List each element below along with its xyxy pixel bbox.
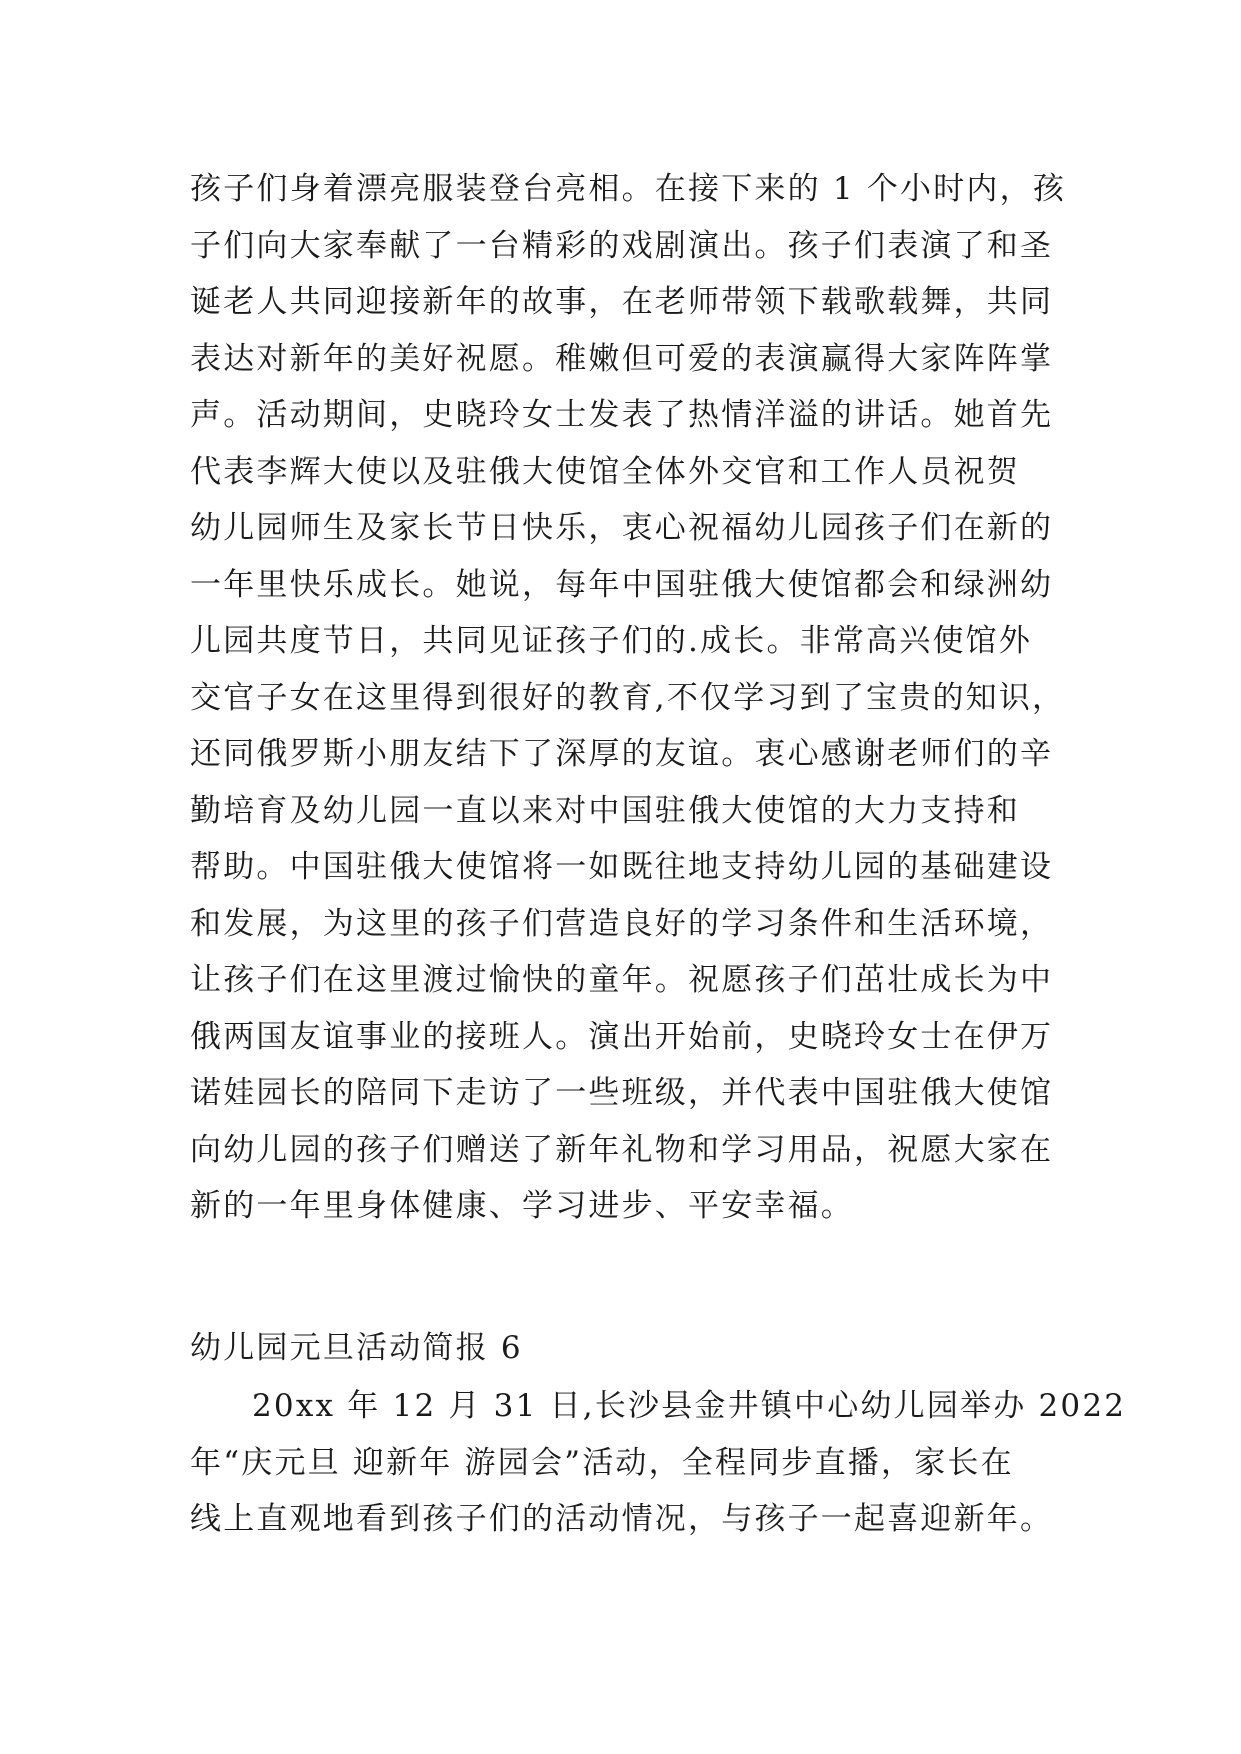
text-line: 孩子们身着漂亮服装登台亮相。在接下来的 1 个小时内，孩: [190, 171, 1067, 207]
text-line: 俄两国友谊事业的接班人。演出开始前，史晓玲女士在伊万: [190, 1018, 1054, 1055]
text-line: 帮助。中国驻俄大使馆将一如既往地支持幼儿园的基础建设: [190, 849, 1054, 885]
section-heading: 幼儿园元旦活动简报 6: [190, 1330, 523, 1366]
text-line: 儿园共度节日，共同见证孩子们的.成长。非常高兴使馆外: [190, 623, 1033, 659]
text-line: 诺娃园长的陪同下走访了一些班级，并代表中国驻俄大使馆: [190, 1075, 1054, 1111]
text-line: 年“庆元旦 迎新年 游园会”活动，全程同步直播，家长在: [190, 1444, 1014, 1481]
text-line: 20xx 年 12 月 31 日,长沙县金井镇中心幼儿园举办 2022: [252, 1388, 1127, 1424]
paragraph-1: [190, 161, 1067, 1235]
text-line: 让孩子们在这里渡过愉快的童年。祝愿孩子们茁壮成长为中: [190, 962, 1054, 998]
text-line: 新的一年里身体健康、学习进步、平安幸福。: [190, 1188, 854, 1224]
text-line: 一年里快乐成长。她说，每年中国驻俄大使馆都会和绿洲幼: [190, 566, 1054, 603]
text-line: 诞老人共同迎接新年的故事，在老师带领下载歌载舞，共同: [190, 284, 1054, 320]
text-line: 交官子女在这里得到很好的教育,不仅学习到了宝贵的知识，: [190, 679, 1066, 716]
text-line: 向幼儿园的孩子们赠送了新年礼物和学习用品，祝愿大家在: [190, 1131, 1054, 1168]
paragraph-2: [190, 1378, 1127, 1548]
text-line: 线上直观地看到孩子们的活动情况，与孩子一起喜迎新年。: [190, 1501, 1054, 1537]
text-line: 和发展，为这里的孩子们营造良好的学习条件和生活环境，: [190, 905, 1054, 942]
text-line: 幼儿园师生及家长节日快乐，衷心祝福幼儿园孩子们在新的: [190, 510, 1054, 546]
text-line: 勤培育及幼儿园一直以来对中国驻俄大使馆的大力支持和: [190, 792, 1020, 829]
text-line: 声。活动期间，史晓玲女士发表了热情洋溢的讲话。她首先: [190, 397, 1054, 433]
text-line: 还同俄罗斯小朋友结下了深厚的友谊。衷心感谢老师们的辛: [190, 736, 1054, 772]
text-line: 子们向大家奉献了一台精彩的戏剧演出。孩子们表演了和圣: [190, 227, 1054, 264]
text-line: 表达对新年的美好祝愿。稚嫩但可爱的表演赢得大家阵阵掌: [190, 340, 1054, 377]
text-line: 代表李辉大使以及驻俄大使馆全体外交官和工作人员祝贺: [190, 453, 1020, 490]
